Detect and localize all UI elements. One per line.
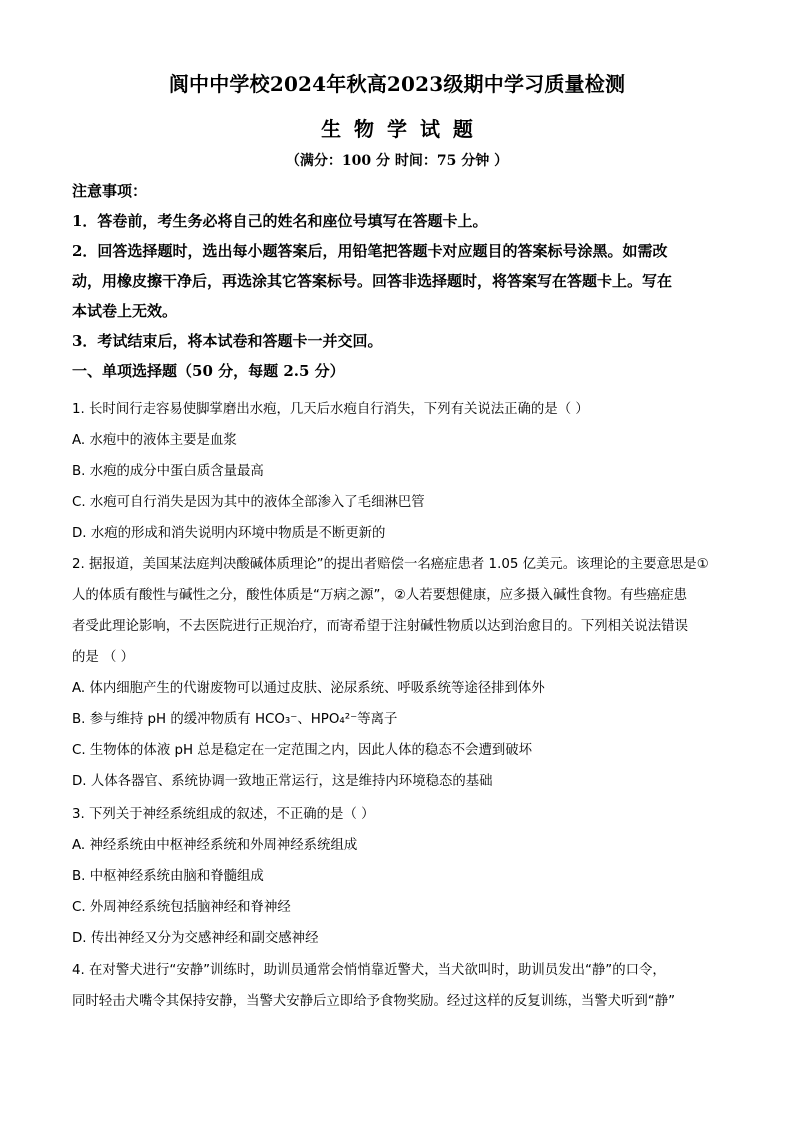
notice-heading: 注意事项： <box>72 182 148 200</box>
notice-item-3: 3．考试结束后，将本试卷和答题卡一并交回。 <box>72 332 383 350</box>
option-b: B. 参与维持 pH 的缓冲物质有 HCO₃⁻、HPO₄²⁻等离子 <box>72 712 398 727</box>
notice-item-2-line-2: 动，用橡皮擦干净后，再选涂其它答案标号。回答非选择题时，将答案写在答题卡上。写在 <box>72 272 673 290</box>
option-a: A. 体内细胞产生的代谢废物可以通过皮肤、泌尿系统、呼吸系统等途径排到体外 <box>72 681 545 696</box>
option-c: C. 外周神经系统包括脑神经和脊神经 <box>72 900 291 915</box>
option-c: C. 水疱可自行消失是因为其中的液体全部渗入了毛细淋巴管 <box>72 495 425 510</box>
option-b: B. 水疱的成分中蛋白质含量最高 <box>72 464 264 479</box>
question-2 <box>72 549 722 797</box>
option-a: A. 水疱中的液体主要是血浆 <box>72 433 237 448</box>
notice-item-2-line-1: 2．回答选择题时，选出每小题答案后，用铅笔把答题卡对应题目的答案标号涂黑。如需改 <box>72 242 668 260</box>
option-d: D. 传出神经又分为交感神经和副交感神经 <box>72 931 319 946</box>
option-c: C. 生物体的体液 pH 总是稳定在一定范围之内，因此人体的稳态不会遭到破坏 <box>72 743 533 758</box>
question-stem-line-1: 2. 据报道，美国某法庭判决酸碱体质理论”的提出者赔偿一名癌症患者 1.05 亿美元。该理论的主要意思是① <box>72 557 709 572</box>
notice-item-1: 1．答卷前，考生务必将自己的姓名和座位号填写在答题卡上。 <box>72 212 488 230</box>
question-stem: 3. 下列关于神经系统组成的叙述，不正确的是（ ） <box>72 807 375 822</box>
option-a: A. 神经系统由中枢神经系统和外周神经系统组成 <box>72 838 358 853</box>
question-3 <box>72 799 722 954</box>
question-stem-line-3: 者受此理论影响，不去医院进行正规治疗，而寄希望于注射碱性物质以达到治愈目的。下列相关说法错误 <box>72 619 688 634</box>
question-stem-line-2: 人的体质有酸性与碱性之分，酸性体质是“万病之源”，②人若要想健康，应多摄入碱性食物。有些癌症患 <box>72 588 688 603</box>
option-d: D. 水疱的形成和消失说明内环境中物质是不断更新的 <box>72 526 386 541</box>
question-4 <box>72 955 722 1017</box>
exam-info: （满分：100 分 时间：75 分钟 ） <box>285 153 509 169</box>
question-stem-line-2: 同时轻击犬嘴令其保持安静，当警犬安静后立即给予食物奖励。经过这样的反复训练，当警犬听到“静” <box>72 994 676 1009</box>
subject-title: 生 物 学 试 题 <box>321 117 473 141</box>
option-b: B. 中枢神经系统由脑和脊髓组成 <box>72 869 264 884</box>
option-d: D. 人体各器官、系统协调一致地正常运行，这是维持内环境稳态的基础 <box>72 774 493 789</box>
question-1 <box>72 394 722 549</box>
exam-title: 阆中中学校2024年秋高2023级期中学习质量检测 <box>168 72 626 96</box>
question-stem-line-4: 的是 （ ） <box>72 650 135 665</box>
notice-section <box>72 176 722 386</box>
notice-item-2-line-3: 本试卷上无效。 <box>72 302 178 320</box>
question-stem: 1. 长时间行走容易使脚掌磨出水疱，几天后水疱自行消失，下列有关说法正确的是（ ） <box>72 402 589 417</box>
question-stem-line-1: 4. 在对警犬进行“安静”训练时，助训员通常会悄悄靠近警犬，当犬欲叫时，助训员发出“静”的口令， <box>72 963 666 978</box>
section-heading: 一、单项选择题（50 分，每题 2.5 分） <box>72 362 345 380</box>
